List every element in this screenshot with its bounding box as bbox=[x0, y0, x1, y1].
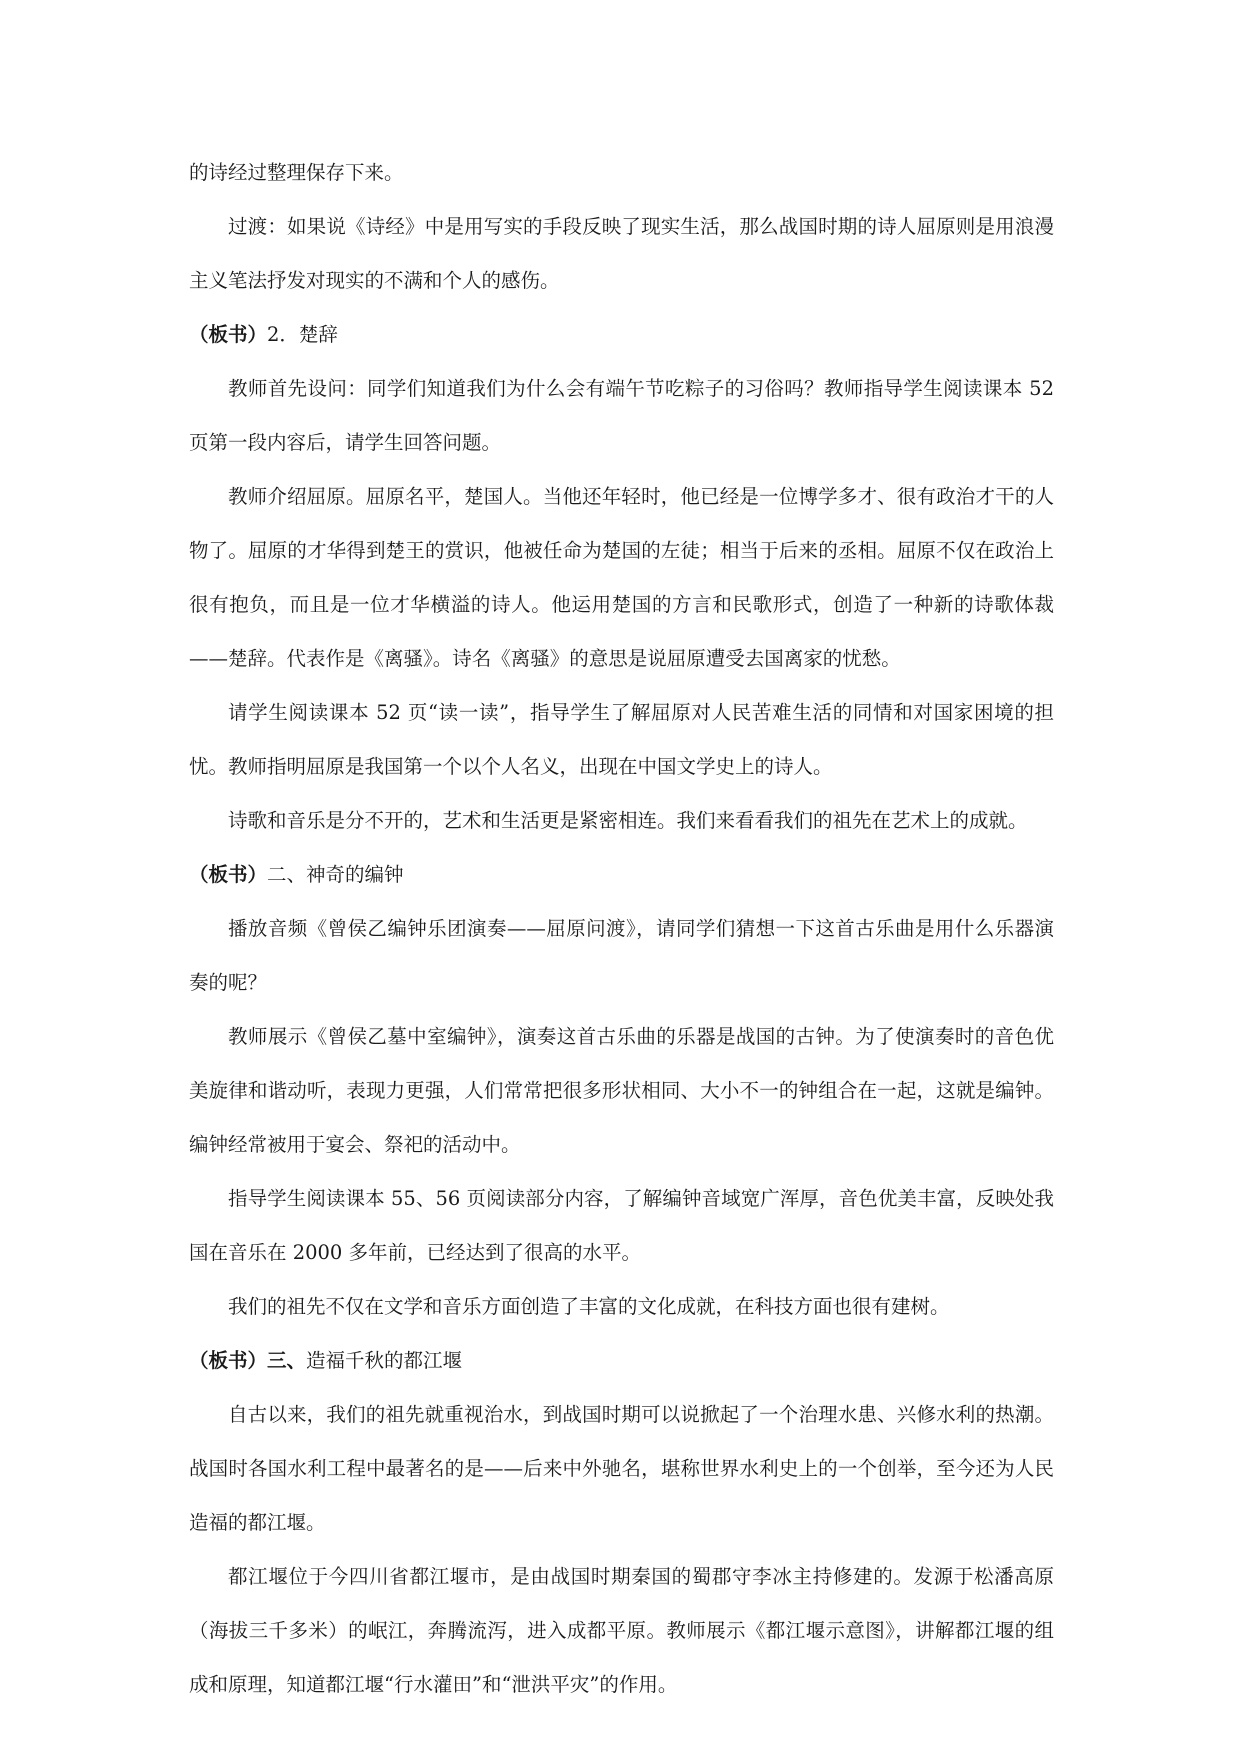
section-heading bbox=[189, 308, 1054, 362]
paragraph: 教师首先设问：同学们知道我们为什么会有端午节吃粽子的习俗吗？教师指导学生阅读课本 52 页第一段内容后，请学生回答问题。 bbox=[189, 377, 1054, 454]
paragraph: 播放音频《曾侯乙编钟乐团演奏——屈原问渡》，请同学们猜想一下这首古乐曲是用什么乐器演奏的呢？ bbox=[189, 917, 1054, 994]
paragraph: 过渡：如果说《诗经》中是用写实的手段反映了现实生活，那么战国时期的诗人屈原则是用浪漫主义笔法抒发对现实的不满和个人的感伤。 bbox=[189, 215, 1054, 292]
section-heading bbox=[189, 1334, 1054, 1388]
paragraph: 我们的祖先不仅在文学和音乐方面创造了丰富的文化成就，在科技方面也很有建树。 bbox=[228, 1295, 950, 1318]
paragraph: 的诗经过整理保存下来。 bbox=[189, 161, 404, 184]
paragraph: 自古以来，我们的祖先就重视治水，到战国时期可以说掀起了一个治理水患、兴修水利的热潮。战国时各国水利工程中最著名的是——后来中外驰名，堪称世界水利史上的一个创举，至今还为人民造福的都江堰。 bbox=[189, 1403, 1054, 1534]
paragraph: 教师介绍屈原。屈原名平，楚国人。当他还年轻时，他已经是一位博学多才、很有政治才干的人物了。屈原的才华得到楚王的赏识，他被任命为楚国的左徒；相当于后来的丞相。屈原不仅在政治上很有抱负，而且是一位才华横溢的诗人。他运用楚国的方言和民歌形式，创造了一种新的诗歌体裁——楚辞。代表作是《离骚》。诗名《离骚》的意思是说屈原遭受去国离家的忧愁。 bbox=[189, 485, 1054, 670]
paragraph: 教师展示《曾侯乙墓中室编钟》，演奏这首古乐曲的乐器是战国的古钟。为了使演奏时的音色优美旋律和谐动听，表现力更强，人们常常把很多形状相同、大小不一的钟组合在一起，这就是编钟。编钟经常被用于宴会、祭祀的活动中。 bbox=[189, 1025, 1054, 1156]
heading-title: 2．楚辞 bbox=[267, 323, 338, 346]
board-tag: （板书）三、 bbox=[189, 1349, 307, 1372]
paragraph: 指导学生阅读课本 55、56 页阅读部分内容，了解编钟音域宽广浑厚，音色优美丰富，反映处我国在音乐在 2000 多年前，已经达到了很高的水平。 bbox=[189, 1187, 1054, 1264]
board-tag: （板书） bbox=[189, 863, 268, 886]
heading-title: 造福千秋的都江堰 bbox=[306, 1349, 463, 1372]
board-tag: （板书） bbox=[189, 323, 268, 346]
heading-title: 二、神奇的编钟 bbox=[267, 863, 404, 886]
paragraph: 诗歌和音乐是分不开的，艺术和生活更是紧密相连。我们来看看我们的祖先在艺术上的成就。 bbox=[228, 809, 1028, 832]
section-heading bbox=[189, 848, 1054, 902]
paragraph: 请学生阅读课本 52 页“读一读”，指导学生了解屈原对人民苦难生活的同情和对国家困境的担忧。教师指明屈原是我国第一个以个人名义，出现在中国文学史上的诗人。 bbox=[189, 701, 1054, 778]
document-body bbox=[189, 146, 1054, 1712]
paragraph: 都江堰位于今四川省都江堰市，是由战国时期秦国的蜀郡守李冰主持修建的。发源于松潘高原（海拔三千多米）的岷江，奔腾流泻，进入成都平原。教师展示《都江堰示意图》，讲解都江堰的组成和原理，知道都江堰“行水灌田”和“泄洪平灾”的作用。 bbox=[189, 1565, 1054, 1696]
